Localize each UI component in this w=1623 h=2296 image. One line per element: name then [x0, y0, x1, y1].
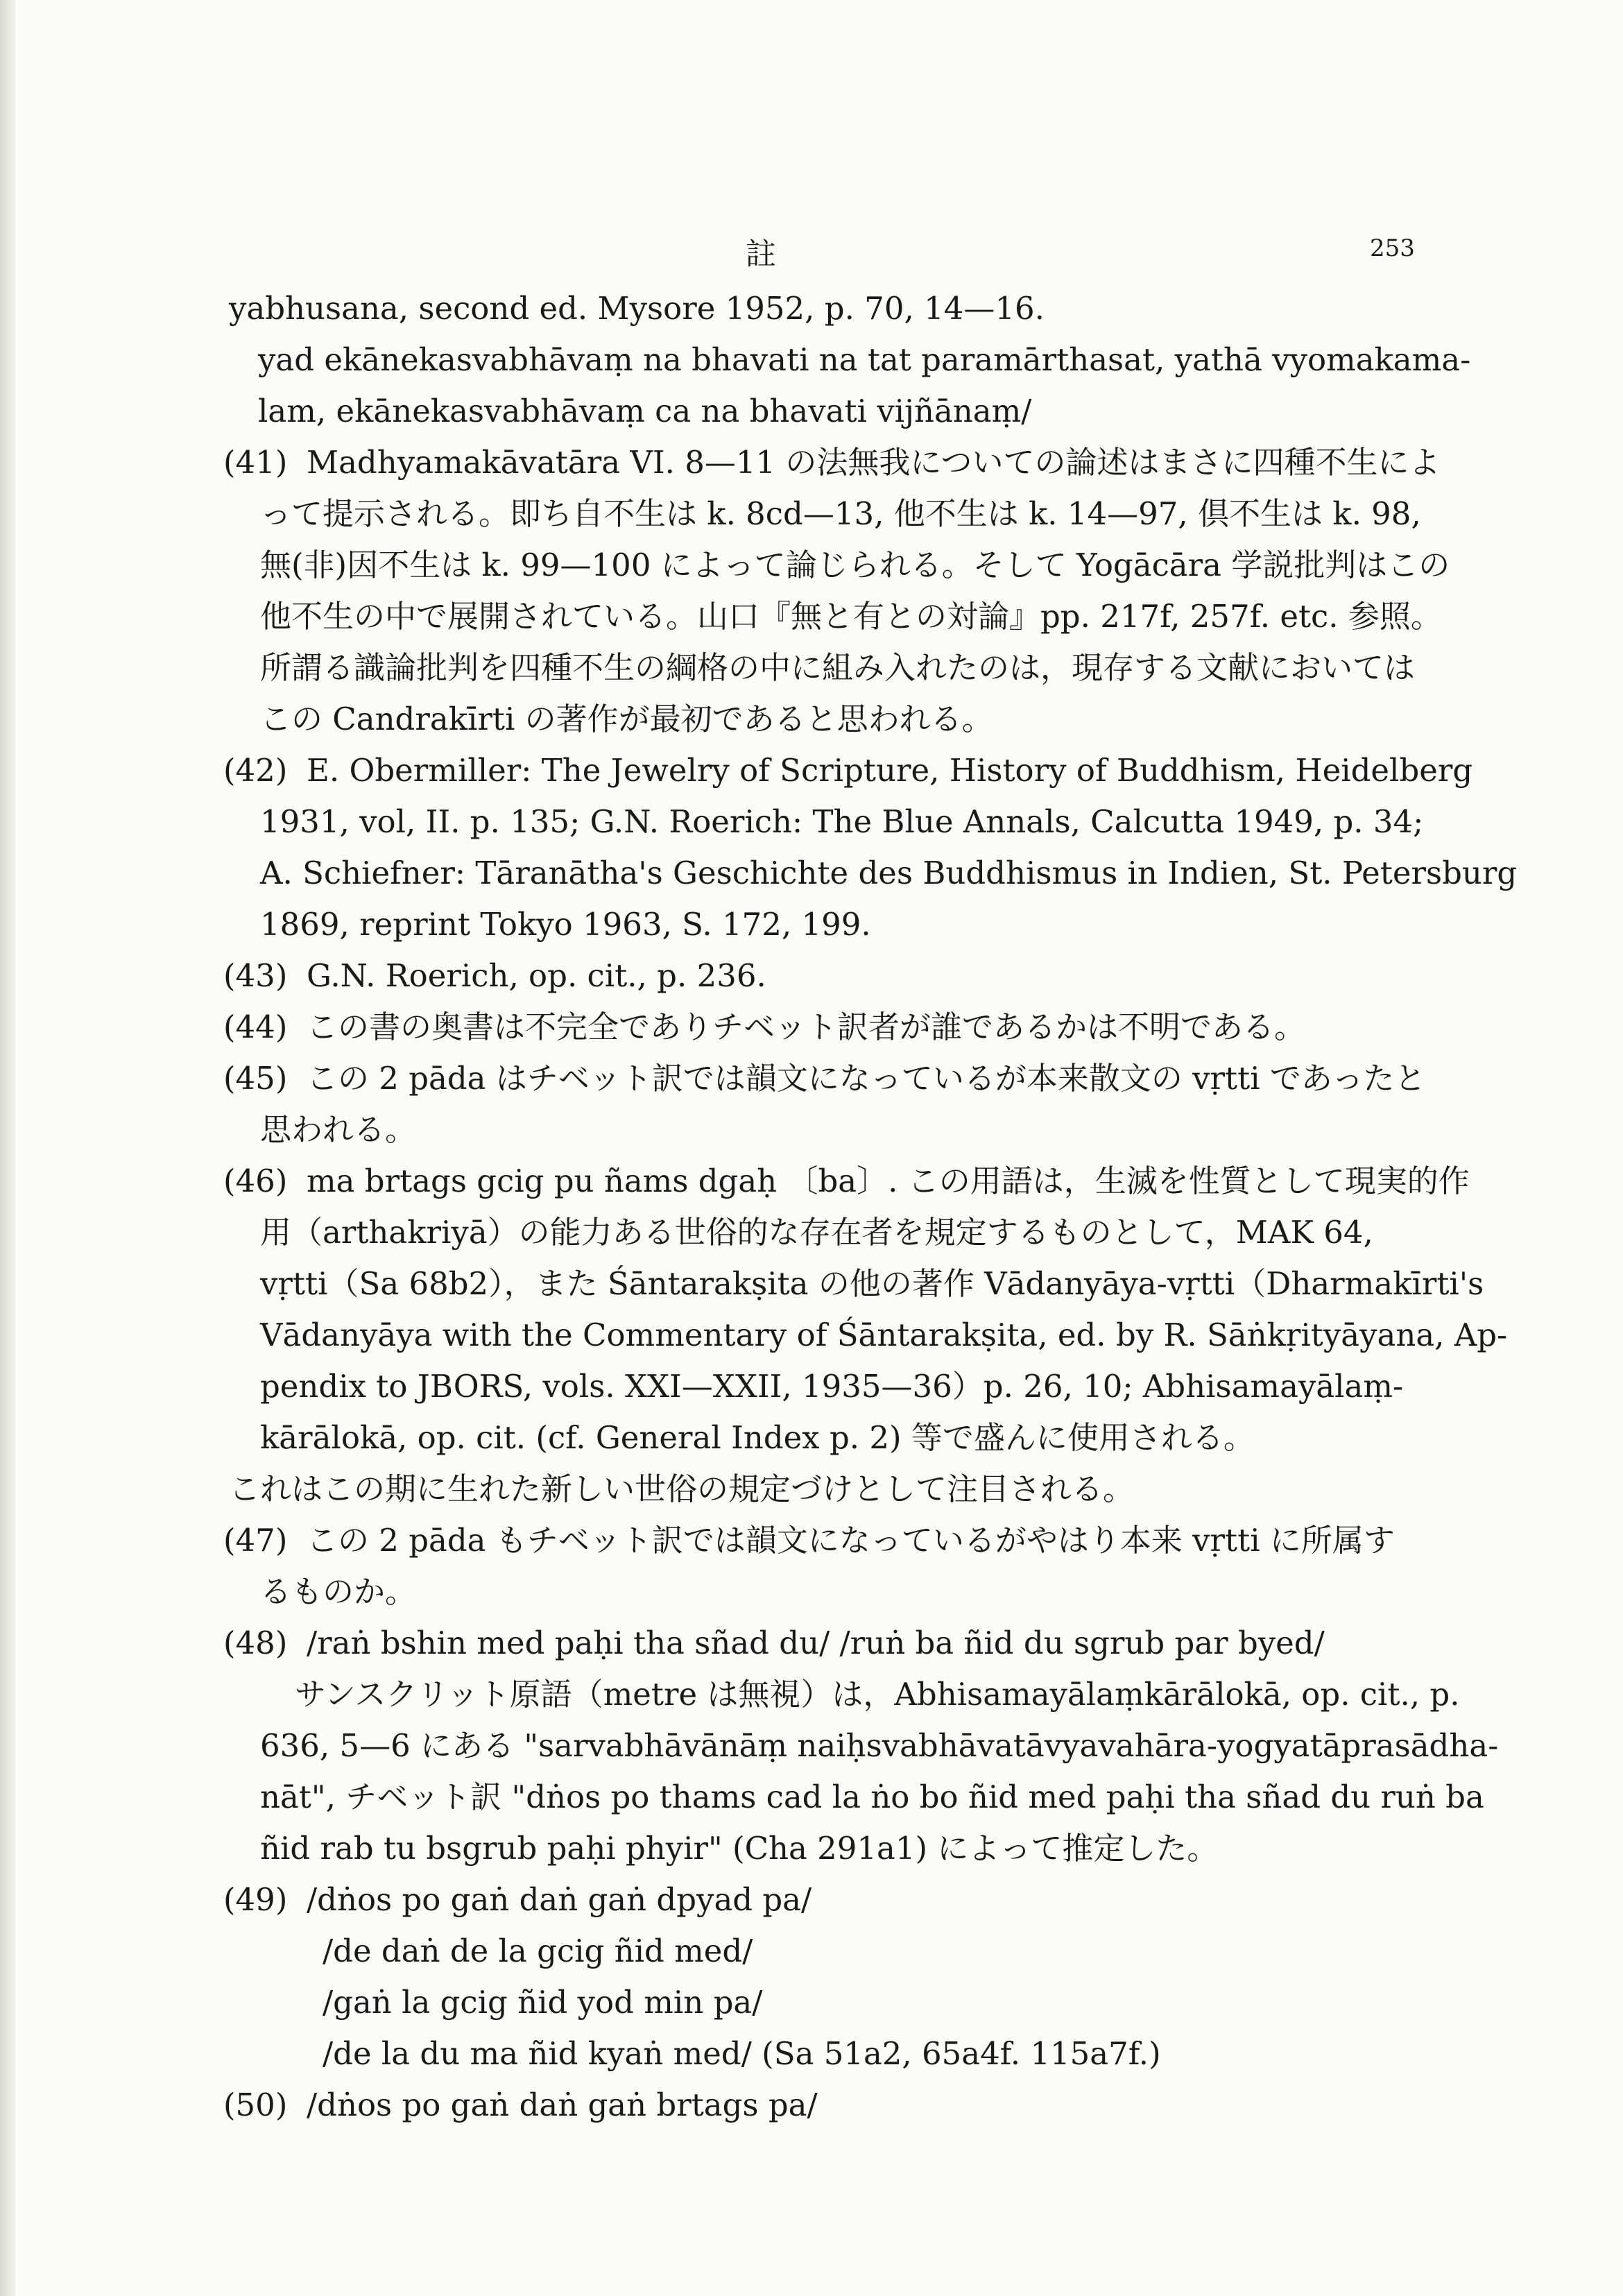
footnote-47	[223, 1522, 1401, 1610]
text-line: これはこの期に生れた新しい世俗の規定づけとして注目される。	[229, 1471, 1135, 1507]
text-line: この 2 pāda はチベット訳では韻文になっているが本来散文の vṛtti であったと	[307, 1060, 1426, 1097]
scan-margin-shadow	[0, 0, 15, 2296]
text-line: 他不生の中で展開されている。山口『無と有との対論』pp. 217f, 257f. etc. 参照。	[260, 598, 1442, 635]
footnote-43	[223, 957, 1401, 994]
footnote-49	[223, 1881, 1401, 2072]
text-line: 636, 5—6 にある "sarvabhāvānāṃ naiḥsvabhāvatāvyavahāra-yogyatāprasādha-	[260, 1727, 1499, 1764]
text-line: A. Schiefner: Tāranātha's Geschichte des Buddhismus in Indien, St. Petersburg	[260, 855, 1518, 891]
text-line: /dṅos po gaṅ daṅ gaṅ brtags pa/	[307, 2087, 818, 2123]
text-line: 1869, reprint Tokyo 1963, S. 172, 199.	[260, 906, 871, 943]
text-line: nāt", チベット訳 "dṅos po thams cad la ṅo bo ñid med paḥi tha sñad du ruṅ ba	[260, 1779, 1484, 1815]
text-line: pendix to JBORS, vols. XXI—XXII, 1935—36）p. 26, 10; Abhisamayālaṃ-	[260, 1368, 1404, 1405]
text-line: この書の奥書は不完全でありチベット訳者が誰であるかは不明である。	[307, 1009, 1306, 1045]
footnote-45	[223, 1060, 1426, 1148]
footnote-number: (45)	[223, 1060, 288, 1097]
footnote-number: (46)	[223, 1163, 288, 1199]
footnote-number: (50)	[223, 2087, 288, 2123]
footnote-41	[223, 444, 1450, 737]
text-line: E. Obermiller: The Jewelry of Scripture, History of Buddhism, Heidelberg	[307, 752, 1473, 789]
text-line: るものか。	[260, 1573, 417, 1610]
text-line: lam, ekānekasvabhāvaṃ ca na bhavati vijñānaṃ/	[258, 393, 1032, 429]
footnote-number: (48)	[223, 1625, 288, 1661]
footnote-number: (47)	[223, 1522, 288, 1559]
footnote-46	[223, 1163, 1508, 1507]
footnote-44	[223, 1009, 1401, 1045]
footnote-number: (42)	[223, 752, 288, 789]
footnote-number: (41)	[223, 444, 288, 481]
text-line: yad ekānekasvabhāvaṃ na bhavati na tat paramārthasat, yathā vyomakama-	[258, 341, 1471, 378]
text-line: Vādanyāya with the Commentary of Śāntarakṣita, ed. by R. Sāṅkṛityāyana, Ap-	[260, 1317, 1508, 1353]
footnote-number: (43)	[223, 957, 288, 994]
footnote-48	[223, 1625, 1499, 1867]
text-line: vṛtti（Sa 68b2），また Śāntarakṣita の他の著作 Vādanyāya-vṛtti（Dharmakīrti's	[260, 1265, 1484, 1302]
text-line: サンスクリット原語（metre は無視）は，Abhisamayālaṃkārālokā, op. cit., p.	[295, 1676, 1460, 1713]
text-line: って提示される。即ち自不生は k. 8cd—13, 他不生は k. 14—97, 倶不生は k. 98,	[260, 495, 1421, 532]
page-number: 253	[1370, 234, 1415, 262]
text-line: G.N. Roerich, op. cit., p. 236.	[307, 957, 766, 994]
footnote-50	[223, 2087, 1401, 2123]
text-line: 用（arthakriyā）の能力ある世俗的な存在者を規定するものとして，MAK 64,	[260, 1214, 1373, 1251]
text-line: 思われる。	[260, 1111, 417, 1148]
running-header-title: 註	[746, 237, 776, 272]
text-line: /raṅ bshin med paḥi tha sñad du/ /ruṅ ba ñid du sgrub par byed/	[307, 1625, 1325, 1661]
text-line: /de la du ma ñid kyaṅ med/ (Sa 51a2, 65a4f. 115a7f.)	[323, 2035, 1161, 2072]
footnote-42	[223, 752, 1518, 943]
intro-block	[229, 290, 1471, 429]
text-line: yabhusana, second ed. Mysore 1952, p. 70, 14—16.	[229, 290, 1045, 327]
text-line: /gaṅ la gcig ñid yod min pa/	[323, 1984, 763, 2021]
text-line: この Candrakīrti の著作が最初であると思われる。	[260, 701, 993, 737]
text-line: /de daṅ de la gcig ñid med/	[323, 1933, 753, 1969]
text-line: 無(非)因不生は k. 99—100 によって論じられる。そして Yogācāra 学説批判はこの	[260, 547, 1450, 583]
text-line: Madhyamakāvatāra VI. 8—11 の法無我についての論述はまさに四種不生によ	[307, 444, 1441, 481]
text-line: 1931, vol, II. p. 135; G.N. Roerich: The Blue Annals, Calcutta 1949, p. 34;	[260, 803, 1424, 840]
text-line: ñid rab tu bsgrub paḥi phyir" (Cha 291a1) によって推定した。	[260, 1830, 1219, 1867]
text-line: /dṅos po gaṅ daṅ gaṅ dpyad pa/	[307, 1881, 812, 1918]
text-line: ma brtags gcig pu ñams dgaḥ 〔ba〕. この用語は，生滅を性質として現実的作	[307, 1163, 1470, 1199]
text-line: 所謂る識論批判を四種不生の綱格の中に組み入れたのは，現存する文献においては	[260, 649, 1416, 686]
footnote-number: (44)	[223, 1009, 288, 1045]
text-line: この 2 pāda もチベット訳では韻文になっているがやはり本来 vṛtti に所属す	[307, 1522, 1395, 1559]
text-line: kārālokā, op. cit. (cf. General Index p. 2) 等で盛んに使用される。	[260, 1419, 1255, 1456]
notes-body	[223, 290, 1518, 2139]
footnote-number: (49)	[223, 1881, 288, 1918]
